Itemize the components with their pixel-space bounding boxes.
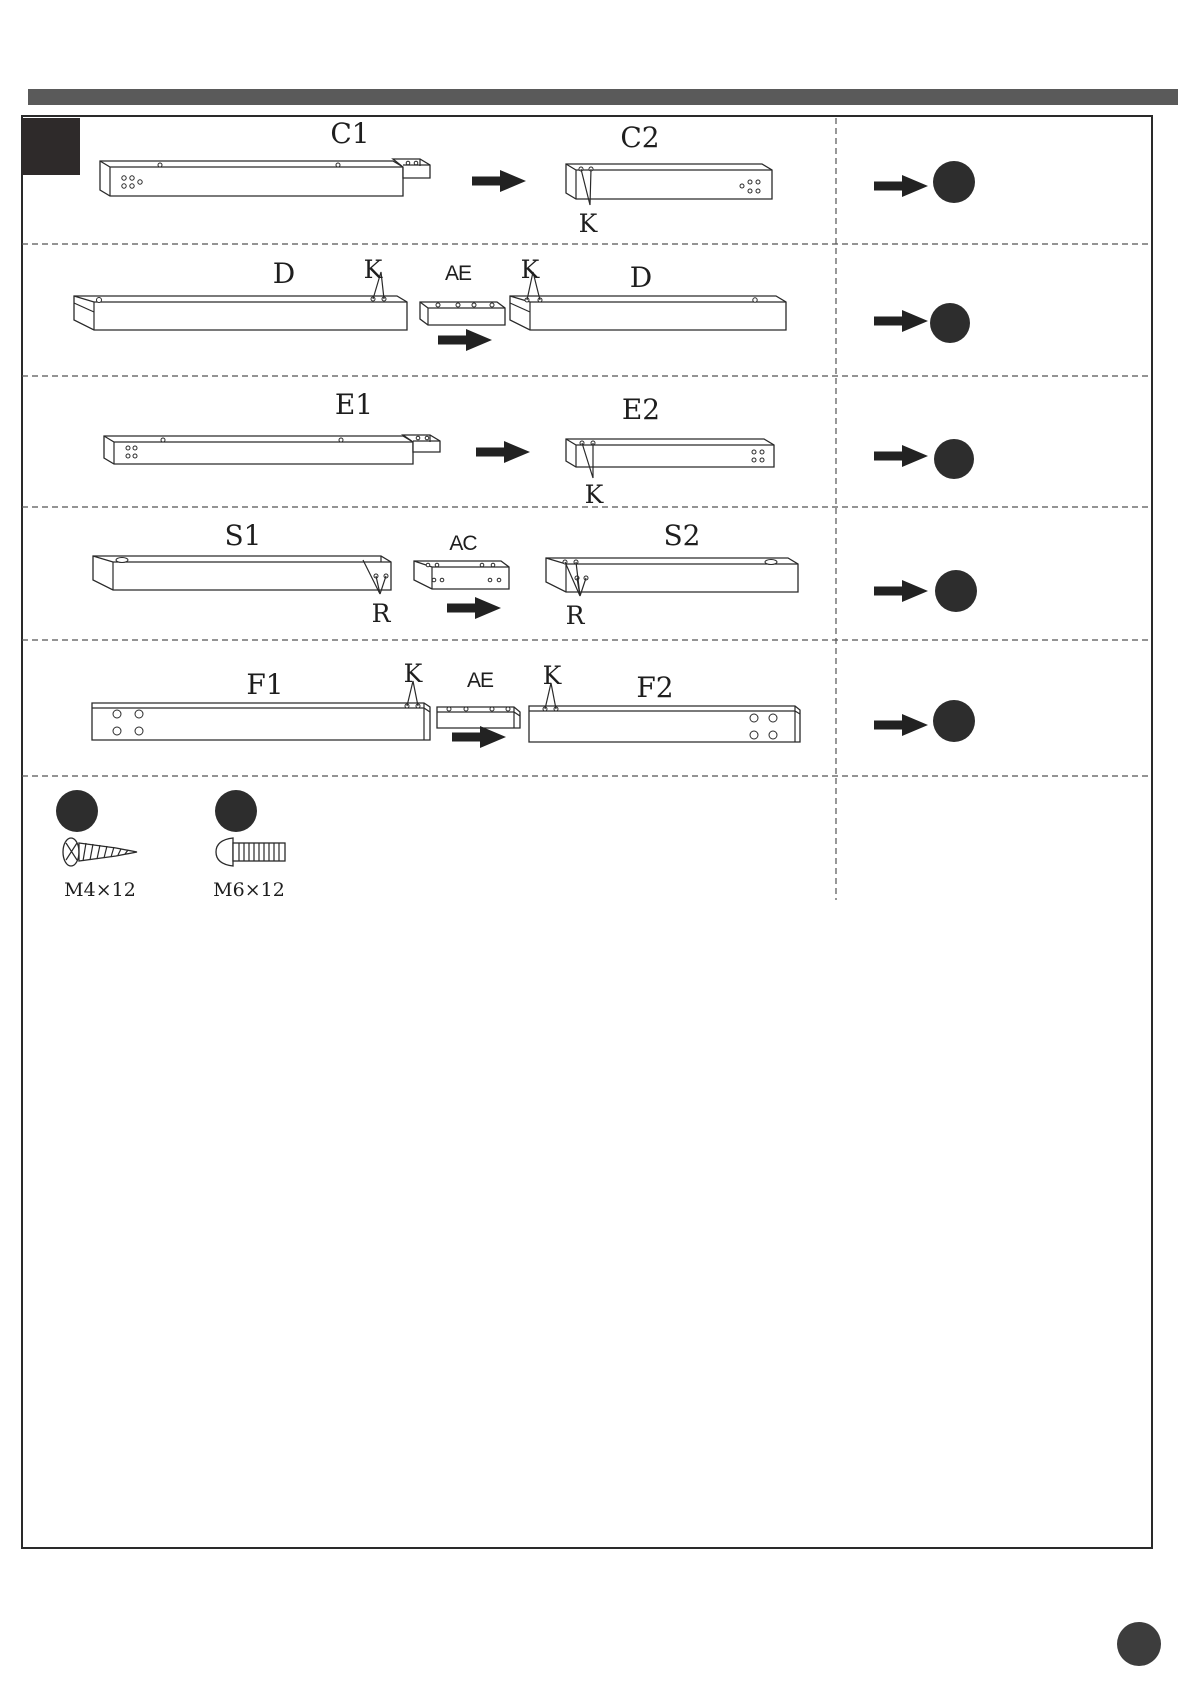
transform-arrow-icon bbox=[476, 441, 530, 463]
page-number-badge bbox=[1117, 1622, 1161, 1666]
part-label-left: S1 bbox=[224, 519, 262, 552]
rail-c2-drawing bbox=[566, 164, 772, 205]
part-label-right: F2 bbox=[636, 671, 674, 704]
part-label-left: E1 bbox=[334, 388, 374, 421]
rail-e2-drawing bbox=[566, 439, 774, 478]
hardware-spec-label: M6×12 bbox=[213, 879, 285, 901]
result-arrow-icon bbox=[874, 445, 928, 467]
result-callout-dot bbox=[933, 161, 975, 203]
part-label-right: E2 bbox=[621, 393, 661, 426]
rail-s1-drawing bbox=[93, 556, 391, 594]
part-label-right: D bbox=[629, 261, 653, 294]
result-arrow-icon bbox=[874, 580, 928, 602]
callout-k-right: K bbox=[584, 480, 604, 509]
result-callout-dot bbox=[933, 700, 975, 742]
rail-e1-drawing bbox=[104, 435, 440, 464]
hardware-item-m4 bbox=[56, 790, 137, 901]
result-callout-dot bbox=[935, 570, 977, 612]
insert-arrow-icon bbox=[447, 597, 501, 619]
connector-label: AE bbox=[444, 262, 472, 285]
result-arrow-icon bbox=[874, 175, 928, 197]
connector-bracket-drawing bbox=[414, 561, 509, 589]
insert-arrow-icon bbox=[438, 329, 492, 351]
result-arrow-icon bbox=[874, 310, 928, 332]
step-row-5 bbox=[92, 659, 975, 748]
transform-arrow-icon bbox=[472, 170, 526, 192]
callout-k-right: K bbox=[578, 209, 598, 238]
callout-k-right: K bbox=[542, 661, 562, 690]
rail-s2-drawing bbox=[546, 558, 798, 596]
hardware-callout-dot bbox=[56, 790, 98, 832]
callout-k-left: K bbox=[403, 659, 423, 688]
part-label-left: C1 bbox=[330, 117, 370, 150]
result-arrow-icon bbox=[874, 714, 928, 736]
connector-label: AE bbox=[466, 669, 494, 692]
header-bar bbox=[28, 89, 1178, 105]
connector-label: AC bbox=[449, 532, 477, 555]
part-label-left: D bbox=[272, 257, 296, 290]
hardware-item-m6 bbox=[213, 790, 285, 901]
part-label-right: C2 bbox=[620, 121, 660, 154]
callout-r-left: R bbox=[371, 599, 391, 628]
result-callout-dot bbox=[930, 303, 970, 343]
content-frame bbox=[22, 116, 1152, 1548]
wood-screw-icon bbox=[63, 838, 137, 866]
step-number-marker bbox=[22, 118, 80, 175]
callout-k-right: K bbox=[520, 255, 540, 284]
connector-bracket-drawing bbox=[420, 302, 505, 325]
part-label-right: S2 bbox=[663, 519, 701, 552]
step-row-4 bbox=[93, 519, 977, 630]
hardware-spec-label: M4×12 bbox=[64, 879, 136, 901]
result-callout-dot bbox=[934, 439, 974, 479]
callout-k-left: K bbox=[363, 255, 383, 284]
callout-r-right: R bbox=[565, 601, 585, 630]
connector-bracket-drawing bbox=[437, 707, 520, 728]
step-row-3 bbox=[104, 388, 974, 509]
rail-c1-drawing bbox=[100, 159, 430, 196]
hardware-callout-dot bbox=[215, 790, 257, 832]
rail-d-left-drawing bbox=[74, 272, 407, 330]
step-row-1 bbox=[100, 117, 975, 238]
machine-bolt-icon bbox=[216, 838, 285, 866]
insert-arrow-icon bbox=[452, 726, 506, 748]
part-label-left: F1 bbox=[246, 668, 284, 701]
